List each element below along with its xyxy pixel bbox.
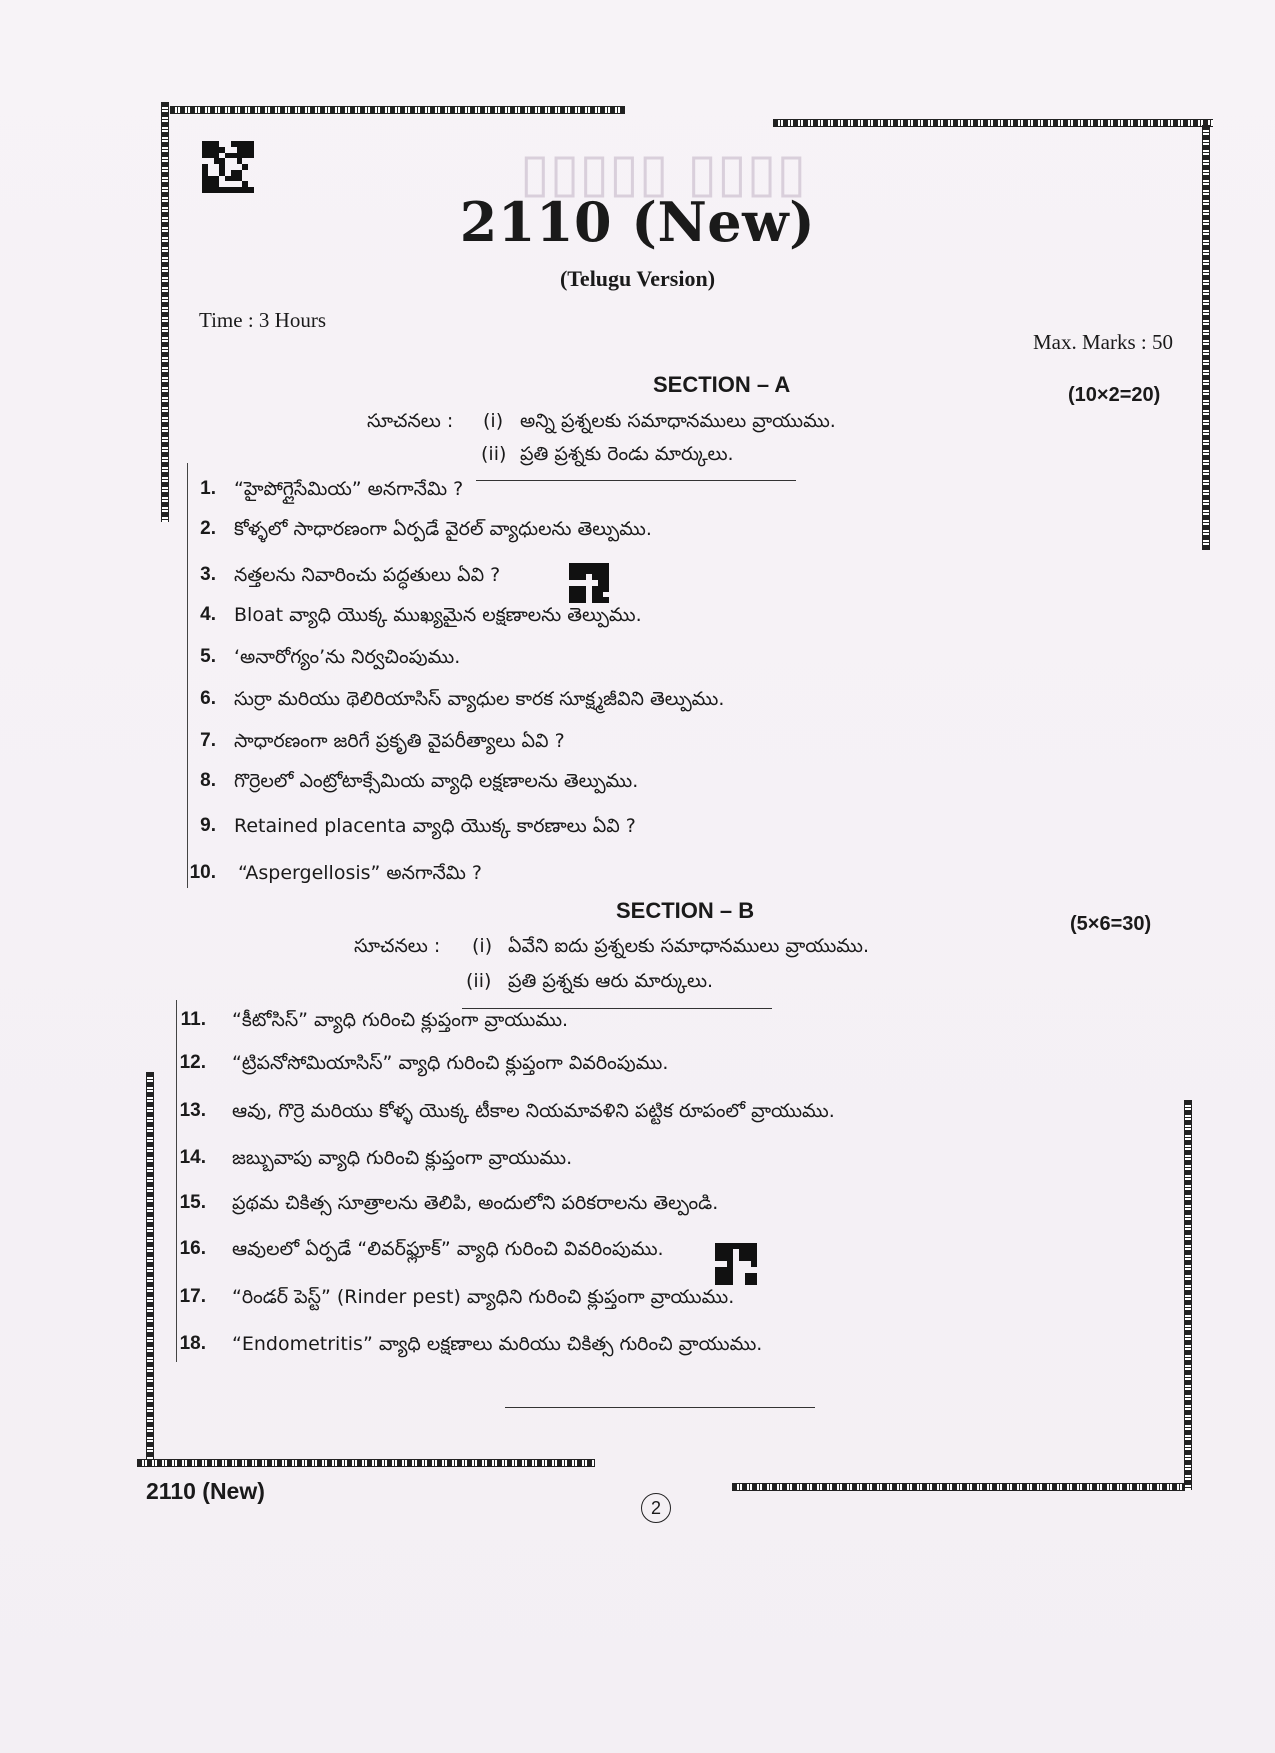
section-b-note-text: ఏవేని ఐదు ప్రశ్నలకు సమాధానములు వ్రాయుము. xyxy=(508,935,870,957)
show-through-decoration: ▯▯▯▯ ▯▯▯▯▯ xyxy=(520,140,807,204)
border-top-left xyxy=(170,106,625,114)
section-a-note-num: (ii) xyxy=(481,443,507,465)
paper-code: 2110 (New) xyxy=(459,190,816,254)
section-b-note-num: (i) xyxy=(472,935,493,957)
end-rule xyxy=(505,1407,815,1408)
qr-module xyxy=(751,1279,757,1285)
qr-module xyxy=(603,597,609,603)
qr-code-icon xyxy=(569,563,609,603)
qr-code-icon xyxy=(715,1243,757,1285)
border-right-lower xyxy=(1184,1100,1192,1490)
section-a-note-label: సూచనలు : xyxy=(367,410,454,432)
version-label: (Telugu Version) xyxy=(559,266,716,291)
section-a-note-text: ప్రతి ప్రశ్నకు రెండు మార్కులు. xyxy=(520,443,734,465)
section-b-note-text: ప్రతి ప్రశ్నకు ఆరు మార్కులు. xyxy=(508,970,714,992)
time-label: Time : 3 Hours xyxy=(199,308,326,332)
border-top-right xyxy=(773,119,1213,127)
note-underline xyxy=(476,480,796,481)
section-b-note-num: (ii) xyxy=(466,970,492,992)
border-left-lower xyxy=(146,1072,154,1460)
section-a-title: SECTION – A xyxy=(653,372,791,397)
page-number: 2 xyxy=(641,1493,671,1523)
qr-code-icon xyxy=(202,141,254,193)
border-bottom-right xyxy=(732,1483,1185,1491)
section-b-marks: (5×6=30) xyxy=(1070,913,1152,935)
section-a-marks: (10×2=20) xyxy=(1068,384,1161,406)
border-right-upper xyxy=(1202,125,1210,550)
section-b-title: SECTION – B xyxy=(616,898,755,923)
border-bottom-left xyxy=(137,1459,595,1467)
section-a-note-text: అన్ని ప్రశ్నలకు సమాధానములు వ్రాయుము. xyxy=(520,410,836,432)
max-marks-label: Max. Marks : 50 xyxy=(1033,330,1173,354)
section-b-note-label: సూచనలు : xyxy=(354,935,441,957)
footer-paper-code: 2110 (New) xyxy=(146,1478,265,1504)
section-a-note-num: (i) xyxy=(483,410,504,432)
border-left-upper xyxy=(161,102,169,522)
